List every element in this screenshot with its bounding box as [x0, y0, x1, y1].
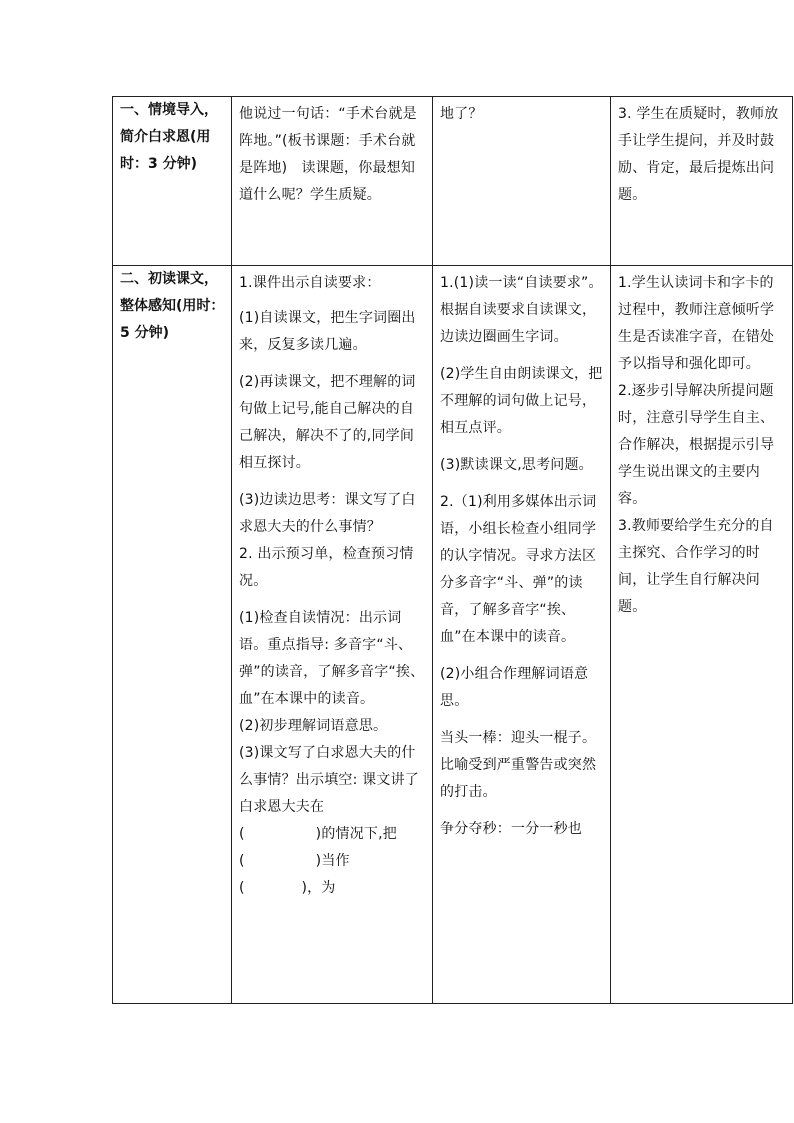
table-row: [113, 97, 793, 266]
stage-cell: [113, 97, 232, 266]
teacher-activity-text: (3)课文写了白求恩大夫的什么事情？出示填空: 课文讲了白求恩大夫在: [239, 745, 419, 815]
student-activity-text: (2)学生自由朗读课文，把不理解的词句做上记号，相互点评。: [440, 366, 603, 436]
stage-label: 一、情境导入，简介白求恩(用时：3 分钟): [120, 102, 218, 172]
design-notes-text: 3.教师要给学生充分的自主探究、合作学习的时间，让学生自行解决问题。: [618, 518, 774, 615]
teacher-activity-text: ( )，为: [239, 880, 336, 896]
student-activity-text: 1.(1)读一读“自读要求”。根据自读要求自读课文，边读边圈画生字词。: [440, 275, 603, 345]
stage-cell: [113, 266, 232, 1004]
teacher-activity-text: ( )当作: [239, 853, 350, 869]
design-notes-cell: [611, 266, 793, 1004]
teacher-activity-text: 他说过一句话：“手术台就是阵地。”(板书课题：手术台就是阵地) 读课题，你最想知道什么呢？学生质疑。: [239, 106, 417, 203]
student-activity-cell: [433, 97, 611, 266]
teacher-activity-text: 2. 出示预习单，检查预习情况。: [239, 546, 414, 589]
design-notes-text: 2.逐步引导解决所提问题时，注意引导学生自主、合作解决，根据提示引导学生说出课文的主要内容。: [618, 383, 775, 507]
table-row: [113, 266, 793, 1004]
teacher-activity-text: ( )的情况下,把: [239, 826, 397, 842]
design-notes-cell: [611, 97, 793, 266]
teacher-activity-text: (2)初步理解词语意思。: [239, 718, 388, 734]
student-activity-cell: [433, 266, 611, 1004]
lesson-plan-table: [112, 96, 793, 1004]
teacher-activity-text: 1.课件出示自读要求：: [239, 275, 381, 291]
student-activity-text: 争分夺秒：一分一秒也: [440, 821, 582, 837]
student-activity-text: (3)默读课文,思考问题。: [440, 457, 593, 473]
teacher-activity-text: (2)再读课文，把不理解的词句做上记号,能自己解决的自己解决，解决不了的,同学间相互探讨。: [239, 374, 416, 471]
teacher-activity-text: (3)边读边思考：课文写了白求恩大夫的什么事情？: [239, 492, 416, 535]
teacher-activity-text: (1)自读课文，把生字词圈出来，反复多读几遍。: [239, 310, 416, 353]
teacher-activity-cell: [232, 97, 433, 266]
student-activity-text: 2.（1)利用多媒体出示词语，小组长检查小组同学的认字情况。寻求方法区分多音字“斗、弹”的读音，了解多音字“挨、血”在本课中的读音。: [440, 494, 597, 645]
design-notes-text: 1.学生认读词卡和字卡的过程中，教师注意倾听学生是否读准字音，在错处予以指导和强化即可。: [618, 275, 775, 372]
stage-label: 二、初读课文，整体感知(用时：5 分钟): [120, 271, 225, 341]
design-notes-text: 3. 学生在质疑时，教师放手让学生提问，并及时鼓励、肯定，最后提炼出问题。: [618, 106, 779, 203]
student-activity-text: (2)小组合作理解词语意思。: [440, 666, 589, 709]
teacher-activity-text: (1)检查自读情况：出示词语。重点指导: 多音字“斗、弹”的读音，了解多音字“挨、血”在本课中的读音。: [239, 610, 425, 707]
teacher-activity-cell: [232, 266, 433, 1004]
student-activity-text: 地了？: [440, 106, 483, 122]
student-activity-text: 当头一棒：迎头一棍子。比喻受到严重警告或突然的打击。: [440, 730, 597, 800]
